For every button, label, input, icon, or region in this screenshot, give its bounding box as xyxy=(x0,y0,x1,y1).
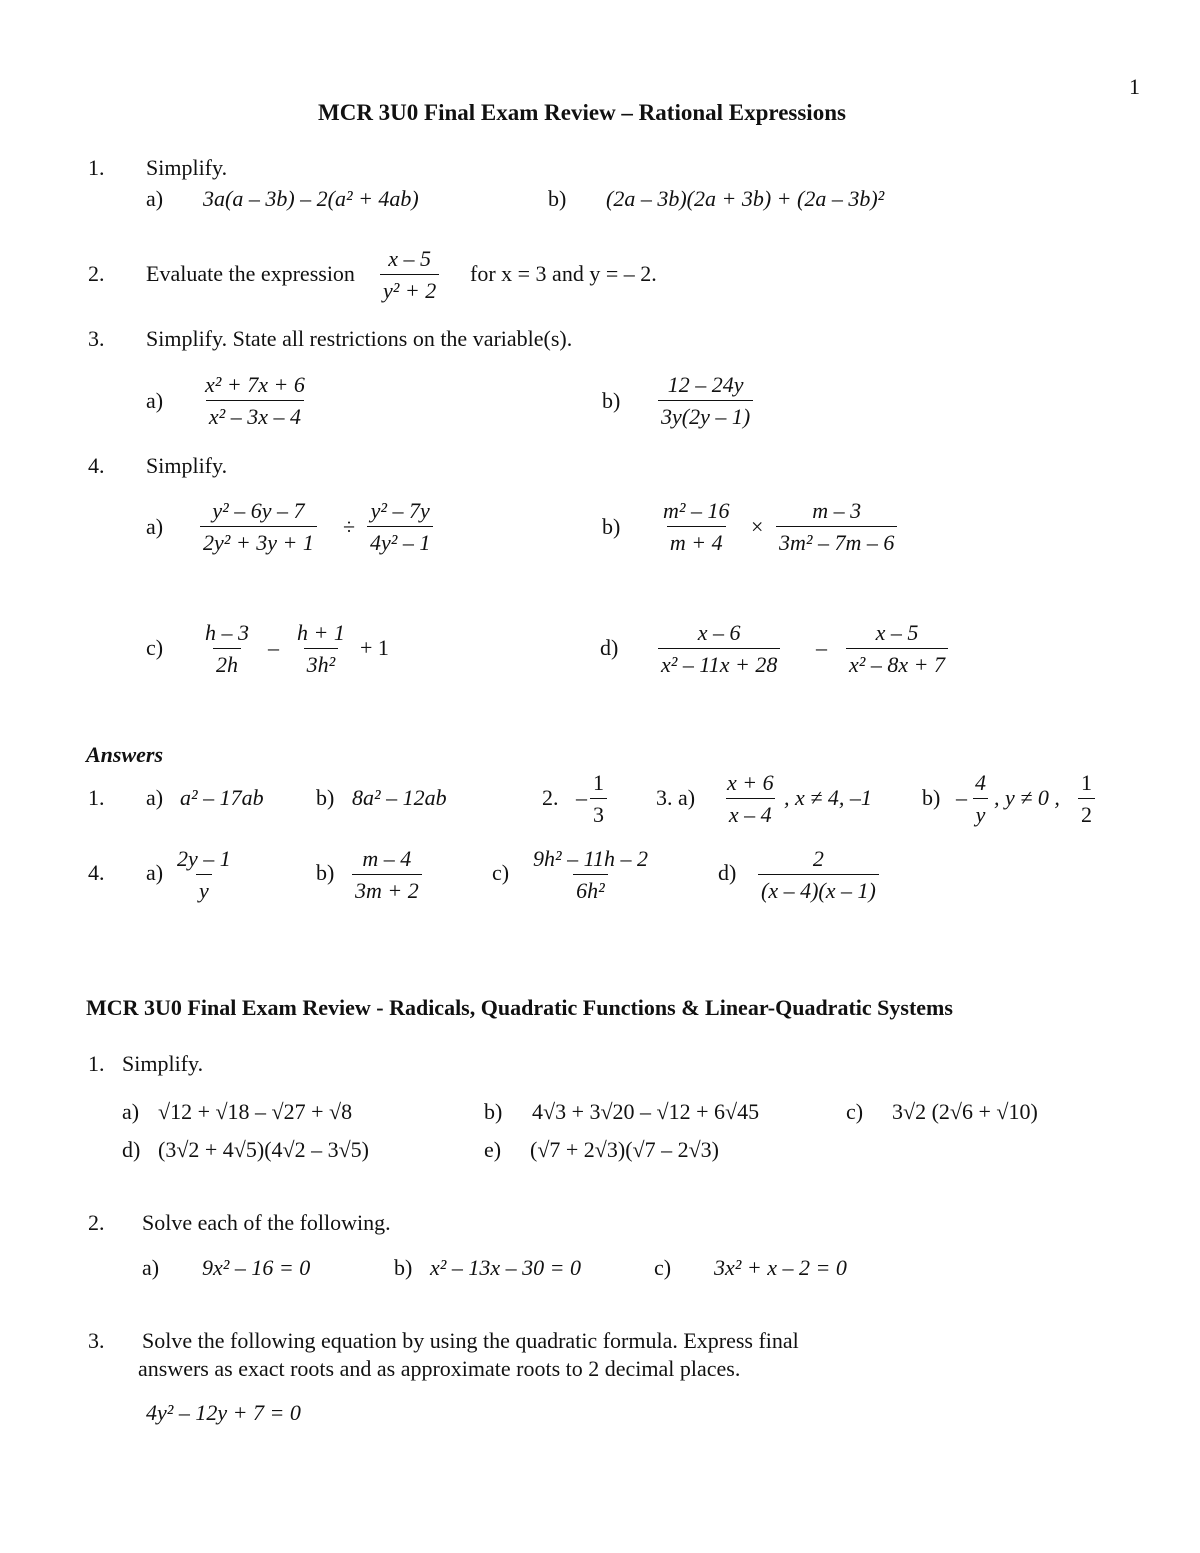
denominator: 4y² – 1 xyxy=(367,526,433,555)
fraction xyxy=(174,846,234,904)
question-text-tail: for x = 3 and y = – 2. xyxy=(470,261,657,286)
denominator: 2h xyxy=(213,648,241,677)
expression: (√7 + 2√3)(√7 – 2√3) xyxy=(530,1137,720,1162)
numerator: m – 3 xyxy=(812,498,862,523)
question-text: Solve each of the following. xyxy=(142,1210,391,1235)
fraction xyxy=(776,498,897,556)
part-label: a) xyxy=(122,1099,140,1124)
fraction xyxy=(367,498,433,556)
question-number: 2. xyxy=(88,1210,105,1235)
denominator: y² + 2 xyxy=(380,274,439,303)
part-label: b) xyxy=(484,1099,503,1124)
section-title-rational: MCR 3U0 Final Exam Review – Rational Expressions xyxy=(318,100,846,125)
part-label: b) xyxy=(548,186,567,211)
denominator: m + 4 xyxy=(667,526,726,555)
denominator: x² – 11x + 28 xyxy=(658,648,780,677)
expression-tail: + 1 xyxy=(360,635,389,660)
part-label: c) xyxy=(146,635,164,660)
restriction: , x ≠ 4, –1 xyxy=(784,785,872,810)
fraction xyxy=(352,846,422,904)
expression: (3√2 + 4√5)(4√2 – 3√5) xyxy=(158,1137,370,1162)
page-number: 1 xyxy=(1129,74,1140,99)
part-label: a) xyxy=(146,388,164,413)
expression: 4√3 + 3√20 – √12 + 6√45 xyxy=(532,1099,760,1124)
part-label: c) xyxy=(846,1099,864,1124)
question-text: Simplify. State all restrictions on the variable(s). xyxy=(146,326,573,351)
question-number: 1. xyxy=(88,1051,105,1076)
question-number: 4. xyxy=(88,453,105,478)
numerator: x² + 7x + 6 xyxy=(205,372,305,397)
answer-value: 8a² – 12ab xyxy=(352,785,447,810)
part-label: a) xyxy=(146,785,164,810)
denominator: 6h² xyxy=(573,874,608,903)
part-label: a) xyxy=(146,514,164,539)
denominator: 3m + 2 xyxy=(352,874,422,903)
fraction xyxy=(658,372,753,430)
numerator: 4 xyxy=(975,770,986,795)
fraction xyxy=(658,620,780,678)
question-number: 3. xyxy=(88,326,105,351)
part-label: a) xyxy=(146,186,164,211)
fraction xyxy=(758,846,879,904)
numerator: 2y – 1 xyxy=(177,846,231,871)
numerator: m – 4 xyxy=(362,846,412,871)
equation: 9x² – 16 = 0 xyxy=(202,1255,311,1280)
denominator: x – 4 xyxy=(726,798,775,827)
answer-number: 1. xyxy=(88,785,105,810)
equation: 3x² + x – 2 = 0 xyxy=(714,1255,847,1280)
operator: ÷ xyxy=(343,514,356,539)
denominator: 3h² xyxy=(304,648,339,677)
numerator: x – 6 xyxy=(697,620,741,645)
denominator: (x – 4)(x – 1) xyxy=(758,874,879,903)
numerator: x – 5 xyxy=(875,620,919,645)
numerator: 9h² – 11h – 2 xyxy=(533,846,648,871)
denominator: 2y² + 3y + 1 xyxy=(200,526,317,555)
denominator: 2 xyxy=(1078,798,1095,827)
expression: 3√2 (2√6 + √10) xyxy=(892,1099,1038,1124)
part-label: c) xyxy=(492,860,510,885)
denominator: x² – 3x – 4 xyxy=(206,400,304,429)
numerator: x + 6 xyxy=(727,770,774,795)
fraction xyxy=(202,372,308,430)
part-label: a) xyxy=(146,860,164,885)
numerator: 2 xyxy=(812,846,824,871)
fraction xyxy=(660,498,732,556)
sign: – xyxy=(576,785,587,810)
operator: – xyxy=(816,635,827,660)
equation: x² – 13x – 30 = 0 xyxy=(430,1255,581,1280)
operator: × xyxy=(751,514,764,539)
expression: 3a(a – 3b) – 2(a² + 4ab) xyxy=(203,186,419,211)
answers-heading: Answers xyxy=(86,742,164,767)
numerator: h – 3 xyxy=(205,620,249,645)
part-label: d) xyxy=(122,1137,141,1162)
numerator: 1 xyxy=(1081,770,1092,795)
part-label: b) xyxy=(316,860,335,885)
denominator: 3 xyxy=(590,798,607,827)
expression: (2a – 3b)(2a + 3b) + (2a – 3b)² xyxy=(606,186,885,211)
answer-value: a² – 17ab xyxy=(180,785,264,810)
question-number: 1. xyxy=(88,155,105,180)
part-label: b) xyxy=(394,1255,413,1280)
operator: – xyxy=(268,635,279,660)
numerator: 12 – 24y xyxy=(667,372,744,397)
question-number: 3. xyxy=(88,1328,105,1353)
fraction xyxy=(380,246,439,304)
part-label: b) xyxy=(602,388,621,413)
denominator: y xyxy=(196,874,212,903)
equation: 4y² – 12y + 7 = 0 xyxy=(146,1400,301,1425)
denominator: y xyxy=(973,798,989,827)
numerator: y² – 7y xyxy=(370,498,430,523)
question-text: Simplify. xyxy=(122,1051,204,1076)
fraction xyxy=(200,498,317,556)
fraction xyxy=(202,620,252,678)
restriction: , y ≠ 0 , xyxy=(994,785,1060,810)
denominator: 3m² – 7m – 6 xyxy=(776,526,897,555)
fraction xyxy=(972,770,989,828)
part-label: d) xyxy=(600,635,619,660)
numerator: x – 5 xyxy=(388,246,431,271)
numerator: 1 xyxy=(593,770,604,795)
part-label: b) xyxy=(922,785,941,810)
fraction xyxy=(530,846,651,904)
fraction xyxy=(846,620,948,678)
expression: √12 + √18 – √27 + √8 xyxy=(158,1099,353,1124)
section-title-radicals: MCR 3U0 Final Exam Review - Radicals, Quadratic Functions & Linear-Quadratic Systems xyxy=(86,995,953,1020)
fraction xyxy=(724,770,777,828)
numerator: m² – 16 xyxy=(663,498,730,523)
denominator: x² – 8x + 7 xyxy=(846,648,948,677)
part-label: c) xyxy=(654,1255,672,1280)
question-text: Simplify. xyxy=(146,453,228,478)
answer-number: 4. xyxy=(88,860,105,885)
answer-number: 3. a) xyxy=(656,785,696,810)
fraction xyxy=(1078,770,1095,828)
question-text: Solve the following equation by using the quadratic formula. Express final xyxy=(142,1328,799,1353)
fraction xyxy=(590,770,607,828)
part-label: b) xyxy=(602,514,621,539)
numerator: y² – 6y – 7 xyxy=(212,498,305,523)
part-label: e) xyxy=(484,1137,502,1162)
question-text: Evaluate the expression xyxy=(146,261,355,286)
question-number: 2. xyxy=(88,261,105,286)
part-label: b) xyxy=(316,785,335,810)
answer-number: 2. xyxy=(542,785,559,810)
fraction xyxy=(294,620,348,678)
part-label: a) xyxy=(142,1255,160,1280)
question-text: answers as exact roots and as approximate roots to 2 decimal places. xyxy=(138,1356,741,1381)
numerator: h + 1 xyxy=(297,620,345,645)
sign: – xyxy=(956,785,967,810)
part-label: d) xyxy=(718,860,737,885)
denominator: 3y(2y – 1) xyxy=(658,400,753,429)
question-text: Simplify. xyxy=(146,155,228,180)
